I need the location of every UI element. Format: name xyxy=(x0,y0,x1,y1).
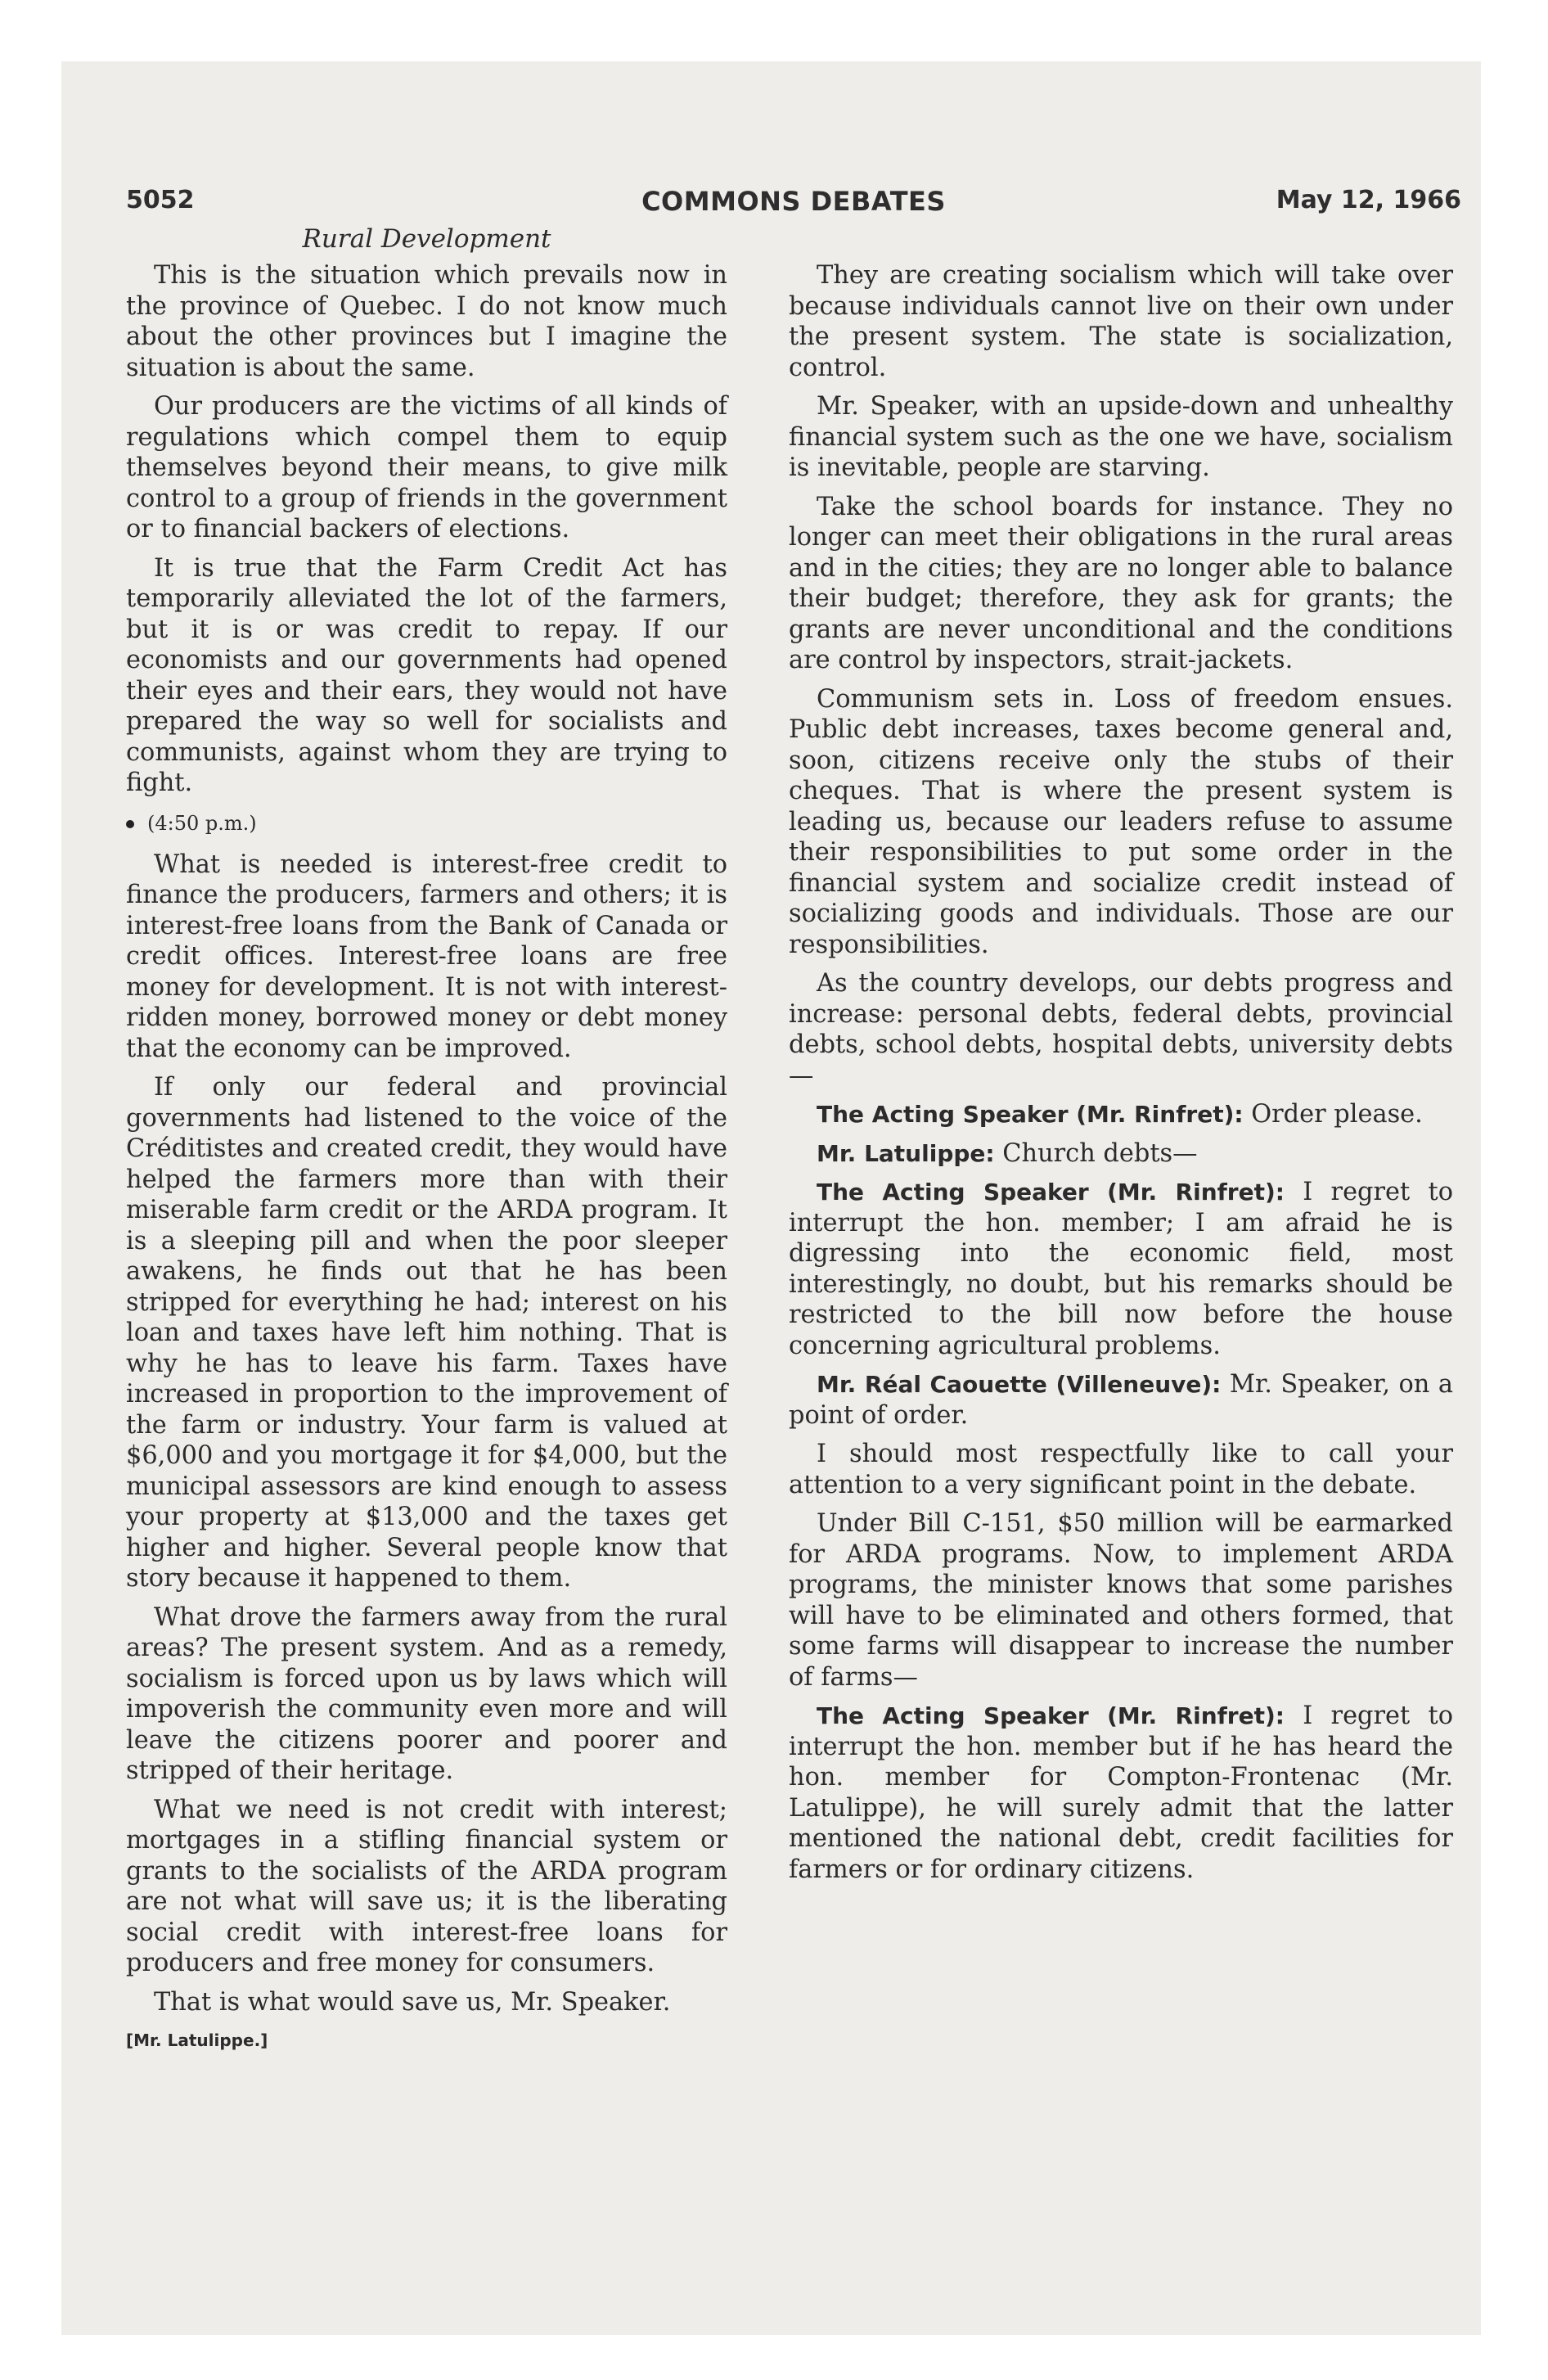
right-column xyxy=(789,260,1453,1893)
publication-title: COMMONS DEBATES xyxy=(641,186,946,217)
speaker-signature: [Mr. Latulippe.] xyxy=(126,2031,268,2050)
paragraph: That is what would save us, Mr. Speaker. xyxy=(154,1987,671,2017)
paragraph: They are creating socialism which will take over because individuals cannot live on their own under the present system. The state is socialization, control. xyxy=(789,261,1453,382)
time-stamp xyxy=(126,807,727,840)
paragraph: This is the situation which prevails now in the province of Quebec. I do not know much about the other provinces but I imagine the situation is about the same. xyxy=(126,261,727,382)
speech-text: I regret to interrupt the hon. member; I am afraid he is digressing into the economic field, most interestingly, no doubt, but his remarks should be restricted to the bill now before the house concerning agricultural problems. xyxy=(789,1178,1454,1360)
speaker-name: The Acting Speaker (Mr. Rinfret): xyxy=(817,1702,1285,1729)
speech-text: Order please. xyxy=(1243,1100,1423,1129)
running-subheading: Rural Development xyxy=(302,224,551,254)
speaker-name: The Acting Speaker (Mr. Rinfret): xyxy=(817,1179,1285,1206)
speech-text: Mr. Speaker, on a point of order. xyxy=(789,1370,1453,1430)
paragraph: What is needed is interest-free credit to finance the producers, farmers and others; it is interest-free loans from the Bank of Canada or credit offices. Interest-free loans are free money for development. It is not with interest-ridden money, borrowed money or debt money that the economy can be improved. xyxy=(126,850,727,1063)
speech-text: I regret to interrupt the hon. member but if he has heard the hon. member for Compton-Frontenac (Mr. Latulippe), he will surely admit that the latter mentioned the national debt, credit facilities for farmers or for ordinary citizens. xyxy=(789,1702,1454,1884)
page-number: 5052 xyxy=(126,186,195,214)
paragraph: Under Bill C-151, $50 million will be earmarked for ARDA programs. Now, to implement ARDA programs, the minister knows that some parishes will have to be eliminated and others formed, that some farms will disappear to increase the number of farms— xyxy=(789,1509,1453,1692)
left-column xyxy=(126,260,727,2057)
publication-date: May 12, 1966 xyxy=(1276,186,1461,214)
speech xyxy=(789,1369,1453,1431)
paragraph: If only our federal and provincial governments had listened to the voice of the Créditistes and created credit, they would have helped the farmers more than with their miserable farm credit or the ARDA program. It is a sleeping pill and when the poor sleeper awakens, he finds out that he has been stripped for everything he had; interest on his loan and taxes have left him nothing. That is why he has to leave his farm. Taxes have increased in proportion to the improvement of the farm or industry. Your farm is valued at $6,000 and you mortgage it for $4,000, but the municipal assessors are kind enough to assess your property at $13,000 and the taxes get higher and higher. Several people know that story because it happened to them. xyxy=(126,1073,727,1593)
speech-text: Church debts— xyxy=(994,1138,1198,1168)
page-header xyxy=(126,186,1461,227)
paragraph: I should most respectfully like to call your attention to a very significant point in the debate. xyxy=(789,1440,1453,1499)
speaker-name: Mr. Réal Caouette (Villeneuve): xyxy=(817,1371,1222,1398)
bullet-icon xyxy=(126,820,134,828)
paragraph: Communism sets in. Loss of freedom ensues. Public debt increases, taxes become general and, soon, citizens receive only the stubs of their cheques. That is where the present system is leading us, because our leaders refuse to assume their responsibilities to put some order in the financial system and socialize credit instead of socializing goods and individuals. Those are our responsibilities. xyxy=(789,684,1453,959)
paragraph: It is true that the Farm Credit Act has temporarily alleviated the lot of the farmers, but it is or was credit to repay. If our economists and our governments had opened their eyes and their ears, they would not have prepared the way so well for socialists and communists, against whom they are trying to fight. xyxy=(126,553,727,797)
speech xyxy=(789,1177,1453,1361)
paragraph: Our producers are the victims of all kinds of regulations which compel them to equip themselves beyond their means, to give milk control to a group of friends in the government or to financial backers of elections. xyxy=(126,392,727,543)
paragraph: Take the school boards for instance. They no longer can meet their obligations in the rural areas and in the cities; they are no longer able to balance their budget; therefore, they ask for grants; the grants are never unconditional and the conditions are control by inspectors, strait-jackets. xyxy=(789,492,1453,674)
speech xyxy=(789,1138,1453,1170)
paragraph: What we need is not credit with interest; mortgages in a stifling financial system or grants to the socialists of the ARDA program are not what will save us; it is the liberating social credit with interest-free loans for producers and free money for consumers. xyxy=(126,1795,727,1977)
time-stamp-text: (4:50 p.m.) xyxy=(147,811,257,835)
speech xyxy=(789,1701,1453,1885)
speaker-name: The Acting Speaker (Mr. Rinfret): xyxy=(817,1101,1244,1128)
speech xyxy=(789,1099,1453,1130)
paragraph: What drove the farmers away from the rural areas? The present system. And as a remedy, socialism is forced upon us by laws which will impoverish the community even more and will leave the citizens poorer and poorer and stripped of their heritage. xyxy=(126,1602,727,1785)
paragraph: As the country develops, our debts progress and increase: personal debts, federal debts, provincial debts, school debts, hospital debts, university debts— xyxy=(789,969,1453,1090)
paragraph: Mr. Speaker, with an upside-down and unhealthy financial system such as the one we have, socialism is inevitable, people are starving. xyxy=(789,392,1453,482)
speaker-name: Mr. Latulippe: xyxy=(817,1139,995,1167)
